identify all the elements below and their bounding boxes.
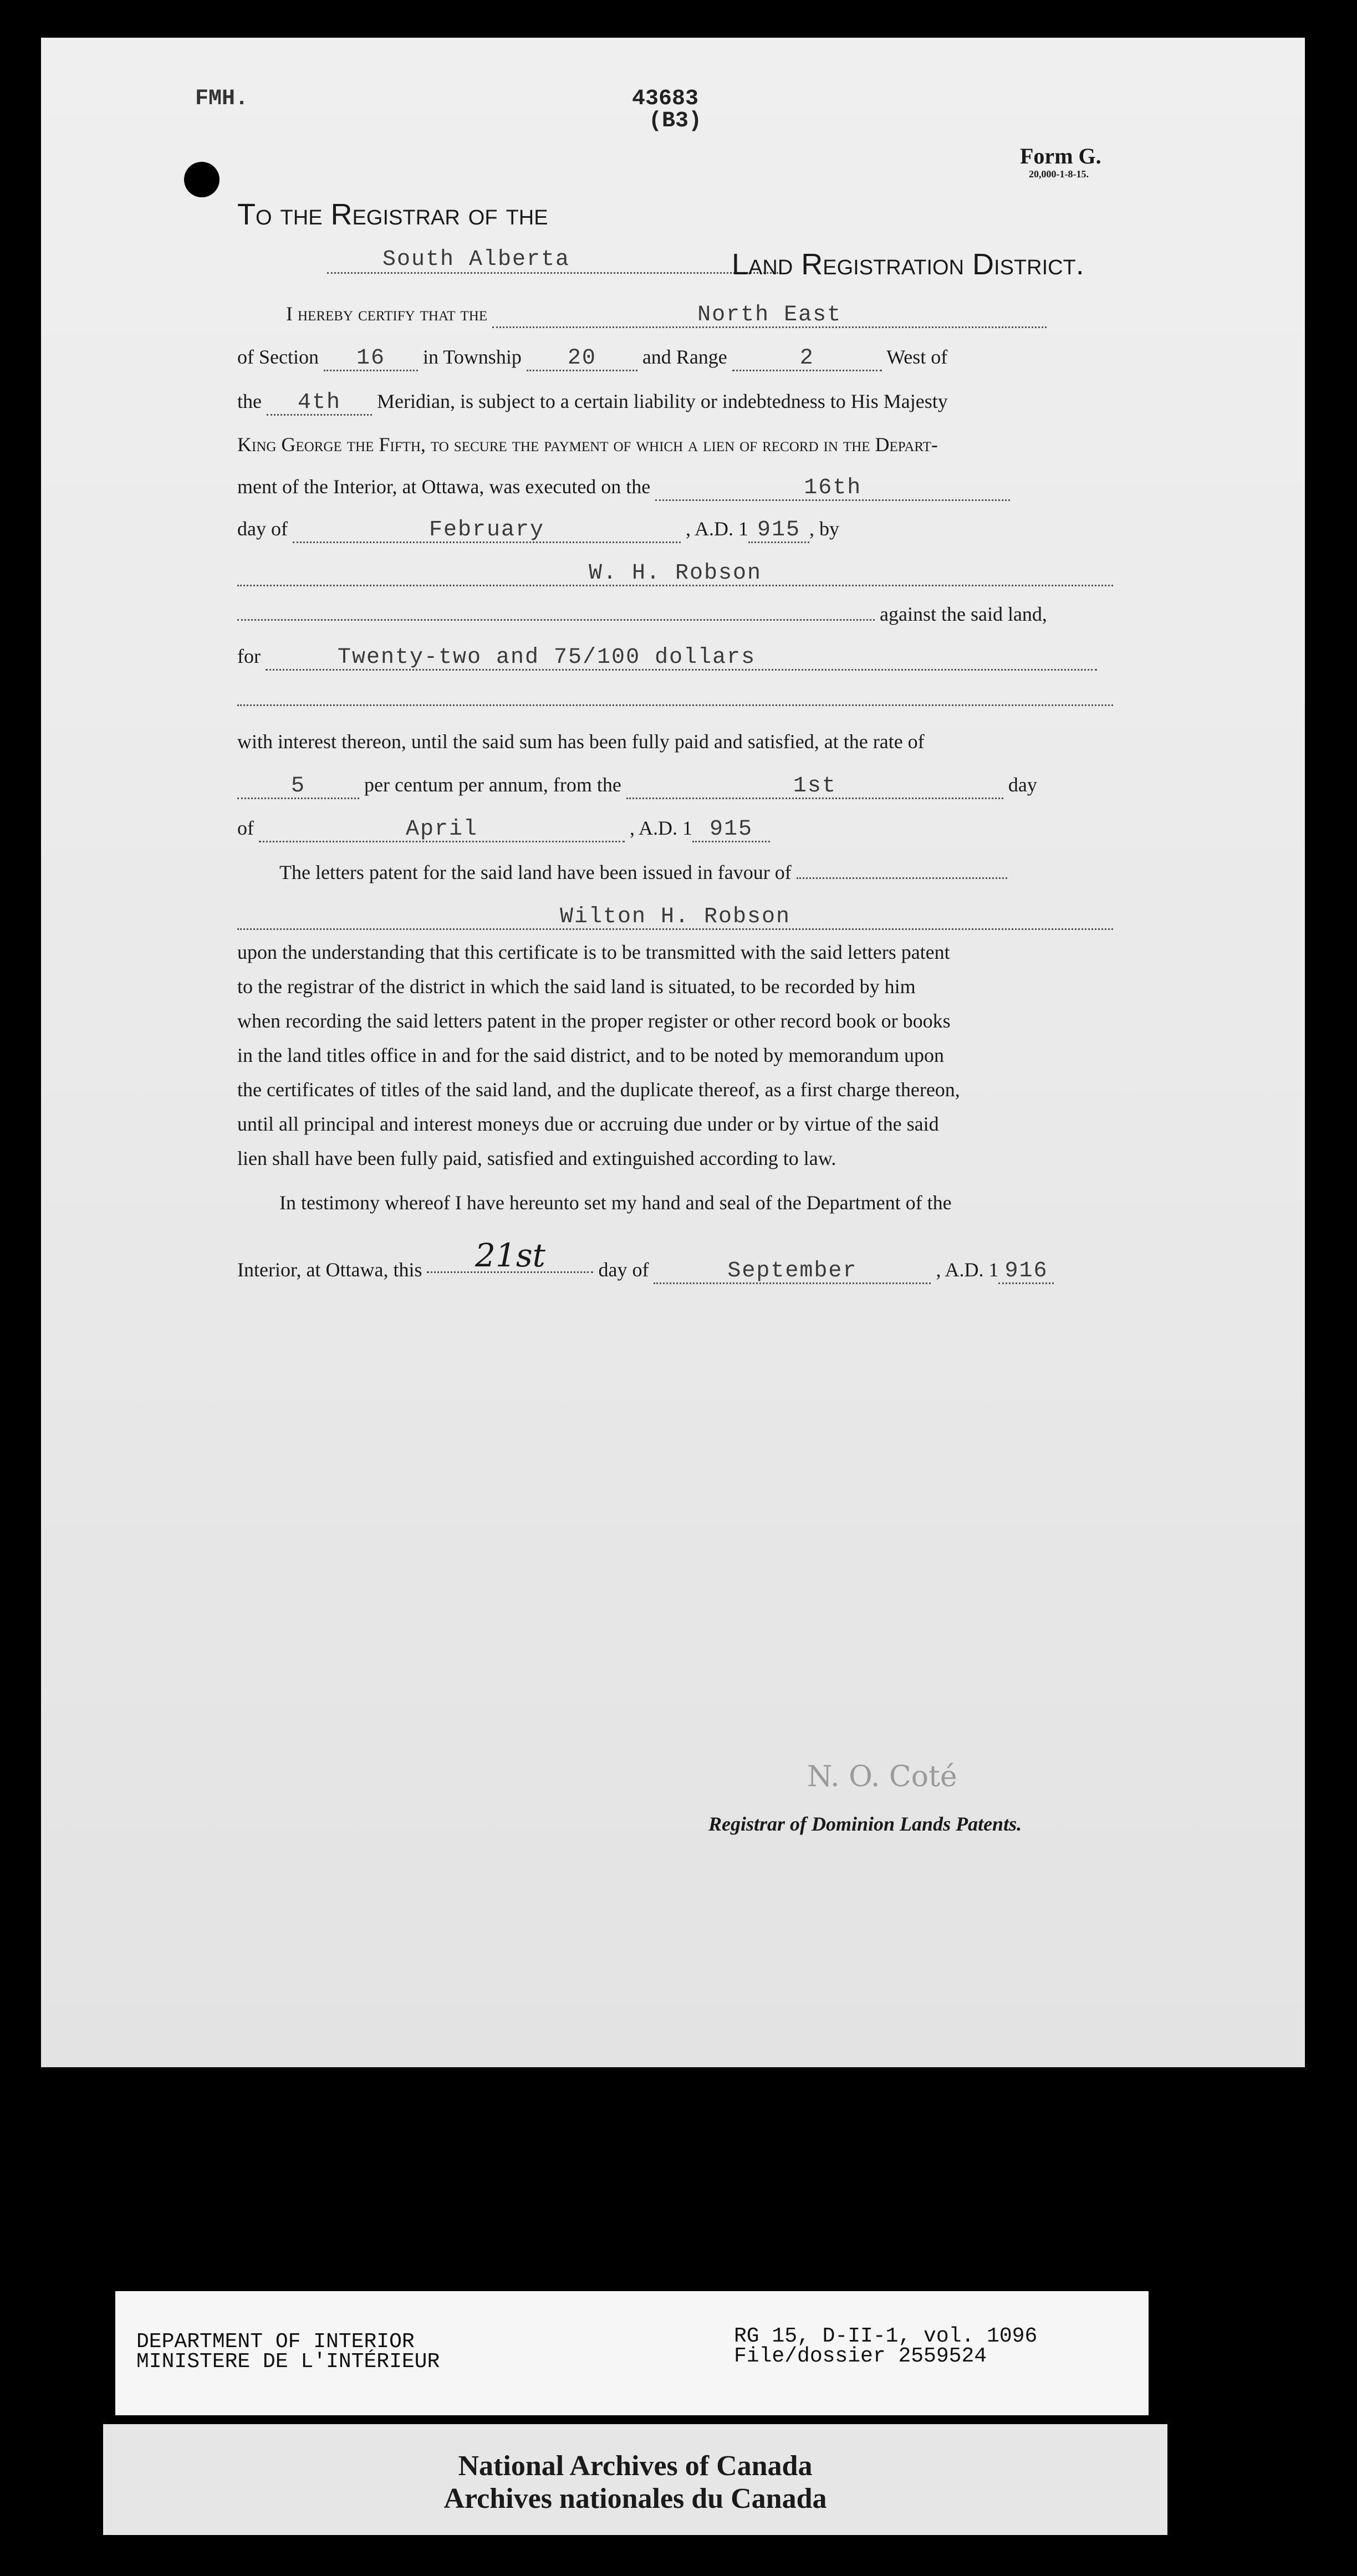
form-code: 20,000-1-8-15. bbox=[1029, 168, 1089, 180]
archive-reference-label bbox=[115, 2291, 1149, 2415]
archive-footer-en: National Archives of Canada bbox=[458, 2450, 813, 2482]
title-line1: To the Registrar of the bbox=[237, 198, 548, 231]
from-month-value: April bbox=[259, 819, 625, 842]
ad3-text: , A.D. 1 bbox=[936, 1259, 999, 1281]
testimony-line: In testimony whereof I have hereunto set my hand and seal of the Department of the bbox=[279, 1192, 952, 1214]
para-line-4: in the land titles office in and for the said district, and to be noted by memorandum upon bbox=[237, 1044, 945, 1066]
and-range-text: and Range bbox=[642, 346, 727, 368]
amount-value: Twenty-two and 75/100 dollars bbox=[266, 647, 1097, 671]
file-sub: (B3) bbox=[649, 109, 702, 134]
in-township-text: in Township bbox=[422, 346, 522, 368]
debtor-value: W. H. Robson bbox=[237, 563, 1113, 586]
para-line-5: the certificates of titles of the said land, and the duplicate thereof, as a first charge thereon, bbox=[237, 1079, 960, 1101]
the-text: the bbox=[237, 390, 262, 412]
file-number: 43683 bbox=[632, 86, 699, 111]
para-line-3: when recording the said letters patent in the proper register or other record book or books bbox=[237, 1010, 951, 1032]
sign-month-value: September bbox=[654, 1260, 931, 1284]
archive-ref: RG 15, D-II-1, vol. 1096 bbox=[734, 2324, 1038, 2348]
rate-line bbox=[237, 775, 1037, 799]
dept-text: ment of the Interior, at Ottawa, was executed on the bbox=[237, 476, 651, 498]
para-line-7: lien shall have been fully paid, satisfied and extinguished according to law. bbox=[237, 1147, 836, 1169]
day-text: day bbox=[1008, 774, 1037, 796]
para-line-2: to the registrar of the district in which the said land is situated, to be recorded by him bbox=[237, 975, 916, 998]
month-line bbox=[237, 519, 839, 543]
ad2-text: , A.D. 1 bbox=[630, 817, 693, 839]
archive-footer-fr: Archives nationales du Canada bbox=[443, 2483, 827, 2514]
patent-text: The letters patent for the said land have been issued in favour of bbox=[279, 861, 792, 883]
district-name: South Alberta bbox=[327, 247, 782, 274]
archive-file: File/dossier 2559524 bbox=[734, 2344, 987, 2368]
para-line-1: upon the understanding that this certificate is to be transmitted with the said letters patent bbox=[237, 941, 950, 963]
district-line bbox=[327, 247, 782, 274]
patentee-value: Wilton H. Robson bbox=[237, 906, 1113, 930]
registrar-stamp: N. O. Coté bbox=[807, 1760, 957, 1793]
range-value: 2 bbox=[732, 347, 882, 371]
dept-fr: MINISTERE DE L'INTÉRIEUR bbox=[136, 2350, 440, 2374]
patent-line bbox=[279, 862, 1007, 882]
by-text: , by bbox=[809, 518, 839, 540]
dept-en: DEPARTMENT OF INTERIOR bbox=[136, 2330, 415, 2354]
amount-line bbox=[237, 646, 1097, 671]
interest-line: with interest thereon, until the said sum has been fully paid and satisfied, at the rate of bbox=[237, 730, 925, 753]
registrar-title: Registrar of Dominion Lands Patents. bbox=[708, 1813, 1022, 1835]
section-line bbox=[237, 347, 947, 371]
year-value: 915 bbox=[748, 519, 809, 543]
against-text: against the said land, bbox=[880, 603, 1047, 625]
west-of-text: West of bbox=[886, 346, 948, 368]
blank-line bbox=[237, 689, 1113, 709]
from-year-value: 915 bbox=[692, 819, 770, 842]
per-centum-text: per centum per annum, from the bbox=[364, 774, 621, 796]
dept-line bbox=[237, 477, 1010, 501]
blank-fill-3 bbox=[797, 877, 1007, 879]
interior-line bbox=[237, 1236, 1054, 1284]
blank-fill bbox=[237, 619, 875, 621]
against-line bbox=[237, 604, 1047, 624]
para-line-6: until all principal and interest moneys due or accruing due under or by virtue of the said bbox=[237, 1113, 939, 1135]
punch-hole bbox=[184, 162, 220, 197]
initials: FMH. bbox=[195, 86, 249, 111]
certify-prefix: I hereby certify that the bbox=[286, 303, 488, 325]
interior-text: Interior, at Ottawa, this bbox=[237, 1259, 422, 1281]
of-section-text: of Section bbox=[237, 346, 319, 368]
meridian-line bbox=[237, 391, 948, 416]
executed-day-value: 16th bbox=[655, 477, 1010, 501]
certify-line bbox=[286, 304, 1047, 328]
archive-footer bbox=[103, 2424, 1167, 2535]
month-value: February bbox=[293, 519, 681, 543]
quarter-value: North East bbox=[492, 304, 1047, 328]
sign-year-value: 916 bbox=[998, 1260, 1054, 1284]
from-day-value: 1st bbox=[626, 775, 1003, 799]
of-text: of bbox=[237, 817, 254, 839]
patentee-line bbox=[237, 906, 1113, 930]
day-of-text: day of bbox=[237, 518, 288, 540]
debtor-line bbox=[237, 562, 1113, 586]
title-line2: Land Registration District. bbox=[732, 248, 1084, 281]
meridian-value: 4th bbox=[267, 392, 372, 416]
blank-fill-2 bbox=[237, 704, 1113, 706]
form-label: Form G. bbox=[1020, 144, 1101, 168]
ad1-text: , A.D. 1 bbox=[685, 518, 748, 540]
rate-value: 5 bbox=[237, 775, 359, 799]
day-of2-text: day of bbox=[598, 1259, 649, 1281]
sign-day-value: 21st bbox=[427, 1239, 593, 1273]
king-line: King George the Fifth, to secure the payment of which a lien of record in the Depart- bbox=[237, 433, 938, 456]
section-value: 16 bbox=[324, 347, 418, 371]
from-month-line bbox=[237, 818, 770, 842]
township-value: 20 bbox=[527, 347, 637, 371]
meridian-text: Meridian, is subject to a certain liability or indebtedness to His Majesty bbox=[376, 390, 948, 412]
for-text: for bbox=[237, 645, 261, 667]
